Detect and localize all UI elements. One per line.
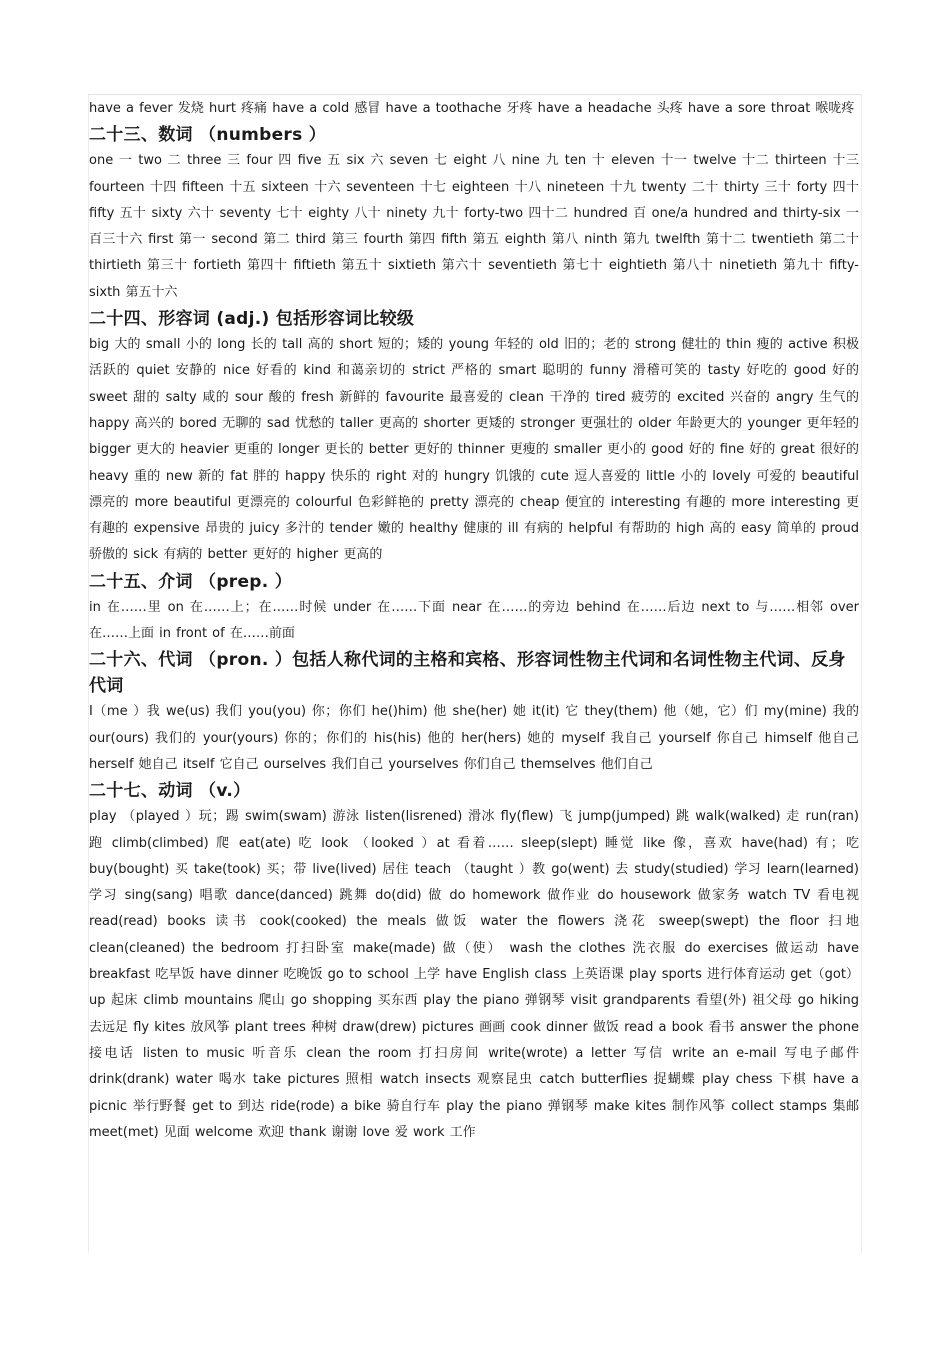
prepositions-vocab: in 在……里 on 在……上；在……时候 under 在……下面 near 在……的旁边 behind 在……后边 next to 与……相邻 over 在……上面 in front of 在……前面 <box>89 599 859 642</box>
illness-vocab-tail: have a fever 发烧 hurt 疼痛 have a cold 感冒 have a toothache 牙疼 have a headache 头疼 have a sore throat 喉咙疼 <box>89 101 855 116</box>
pronouns-vocab: I（me ）我 we(us) 我们 you(you) 你；你们 he()him) 他 she(her) 她 it(it) 它 they(them) 他（她，它）们 my(mine) 我的 our(ours) 我们的 your(yours) 你的；你们的 his(his) 他的 her(hers) 她的 myself 我自己 yourself 你自己 himself 他自己 herself 她自己 itself 它自己 ourselves 我们自己 yourselves 你们自己 themselves 他们自己 <box>89 704 859 772</box>
pronouns-heading: 二十六、代词 （pron. ）包括人称代词的主格和宾格、形容词性物主代词和名词性物主代词、反身代词 <box>89 650 846 697</box>
numbers-heading: 二十三、数词 （numbers ） <box>89 125 327 146</box>
adjectives-heading: 二十四、形容词 (adj.) 包括形容词比较级 <box>89 309 415 330</box>
vocabulary-document <box>89 96 859 1146</box>
numbers-vocab: one 一 two 二 three 三 four 四 five 五 six 六 seven 七 eight 八 nine 九 ten 十 eleven 十一 twelve 十二 thirteen 十三 fourteen 十四 fifteen 十五 sixteen 十六 seventeen 十七 eighteen 十八 nineteen 十九 twenty 二十 thirty 三十 forty 四十 fifty 五十 sixty 六十 seventy 七十 eighty 八十 ninety 九十 forty-two 四十二 hundred 百 one/a hundred and thirty-six 一百三十六 first 第一 second 第二 third 第三 fourth 第四 fifth 第五 eighth 第八 ninth 第九 twelfth 第十二 twentieth 第二十 thirtieth 第三十 fortieth 第四十 fiftieth 第五十 sixtieth 第六十 seventieth 第七十 eightieth 第八十 ninetieth 第九十 fifty-sixth 第五十六 <box>89 153 859 300</box>
adjectives-vocab: big 大的 small 小的 long 长的 tall 高的 short 短的；矮的 young 年轻的 old 旧的；老的 strong 健壮的 thin 瘦的 active 积极活跃的 quiet 安静的 nice 好看的 kind 和蔼亲切的 strict 严格的 smart 聪明的 funny 滑稽可笑的 tasty 好吃的 good 好的 sweet 甜的 salty 咸的 sour 酸的 fresh 新鲜的 favourite 最喜爱的 clean 干净的 tired 疲劳的 excited 兴奋的 angry 生气的 happy 高兴的 bored 无聊的 sad 忧愁的 taller 更高的 shorter 更矮的 stronger 更强壮的 older 年龄更大的 younger 更年轻的 bigger 更大的 heavier 更重的 longer 更长的 better 更好的 thinner 更瘦的 smaller 更小的 good 好的 fine 好的 great 很好的 heavy 重的 new 新的 fat 胖的 happy 快乐的 right 对的 hungry 饥饿的 cute 逗人喜爱的 little 小的 lovely 可爱的 beautiful 漂亮的 more beautiful 更漂亮的 colourful 色彩鲜艳的 pretty 漂亮的 cheap 便宜的 interesting 有趣的 more interesting 更有趣的 expensive 昂贵的 juicy 多汁的 tender 嫩的 healthy 健康的 ill 有病的 helpful 有帮助的 high 高的 easy 简单的 proud 骄傲的 sick 有病的 better 更好的 higher 更高的 <box>89 337 859 563</box>
prepositions-heading: 二十五、介词 （prep. ） <box>89 571 293 592</box>
verbs-heading: 二十七、动词 （v.） <box>89 781 251 802</box>
verbs-vocab: play （played ）玩；踢 swim(swam) 游泳 listen(lisrened) 滑冰 fly(flew) 飞 jump(jumped) 跳 walk(walked) 走 run(ran) 跑 climb(climbed) 爬 eat(ate) 吃 look （looked ）at 看着…… sleep(slept) 睡觉 like 像，喜欢 have(had) 有；吃 buy(bought) 买 take(took) 买；带 live(lived) 居住 teach （taught ）教 go(went) 去 study(studied) 学习 learn(learned) 学习 sing(sang) 唱歌 dance(danced) 跳舞 do(did) 做 do homework 做作业 do housework 做家务 watch TV 看电视 read(read) books 读书 cook(cooked) the meals 做饭 water the flowers 浇花 sweep(swept) the floor 扫地 clean(cleaned) the bedroom 打扫卧室 make(made) 做（使） wash the clothes 洗衣服 do exercises 做运动 have breakfast 吃早饭 have dinner 吃晚饭 go to school 上学 have English class 上英语课 play sports 进行体育运动 get（got）up 起床 climb mountains 爬山 go shopping 买东西 play the piano 弹钢琴 visit grandparents 看望(外) 祖父母 go hiking 去远足 fly kites 放风筝 plant trees 种树 draw(drew) pictures 画画 cook dinner 做饭 read a book 看书 answer the phone 接电话 listen to music 听音乐 clean the room 打扫房间 write(wrote) a letter 写信 write an e-mail 写电子邮件 drink(drank) water 喝水 take pictures 照相 watch insects 观察昆虫 catch butterflies 捉蝴蝶 play chess 下棋 have a picnic 举行野餐 get to 到达 ride(rode) a bike 骑自行车 play the piano 弹钢琴 make kites 制作风筝 collect stamps 集邮 meet(met) 见面 welcome 欢迎 thank 谢谢 love 爱 work 工作 <box>89 809 859 1140</box>
